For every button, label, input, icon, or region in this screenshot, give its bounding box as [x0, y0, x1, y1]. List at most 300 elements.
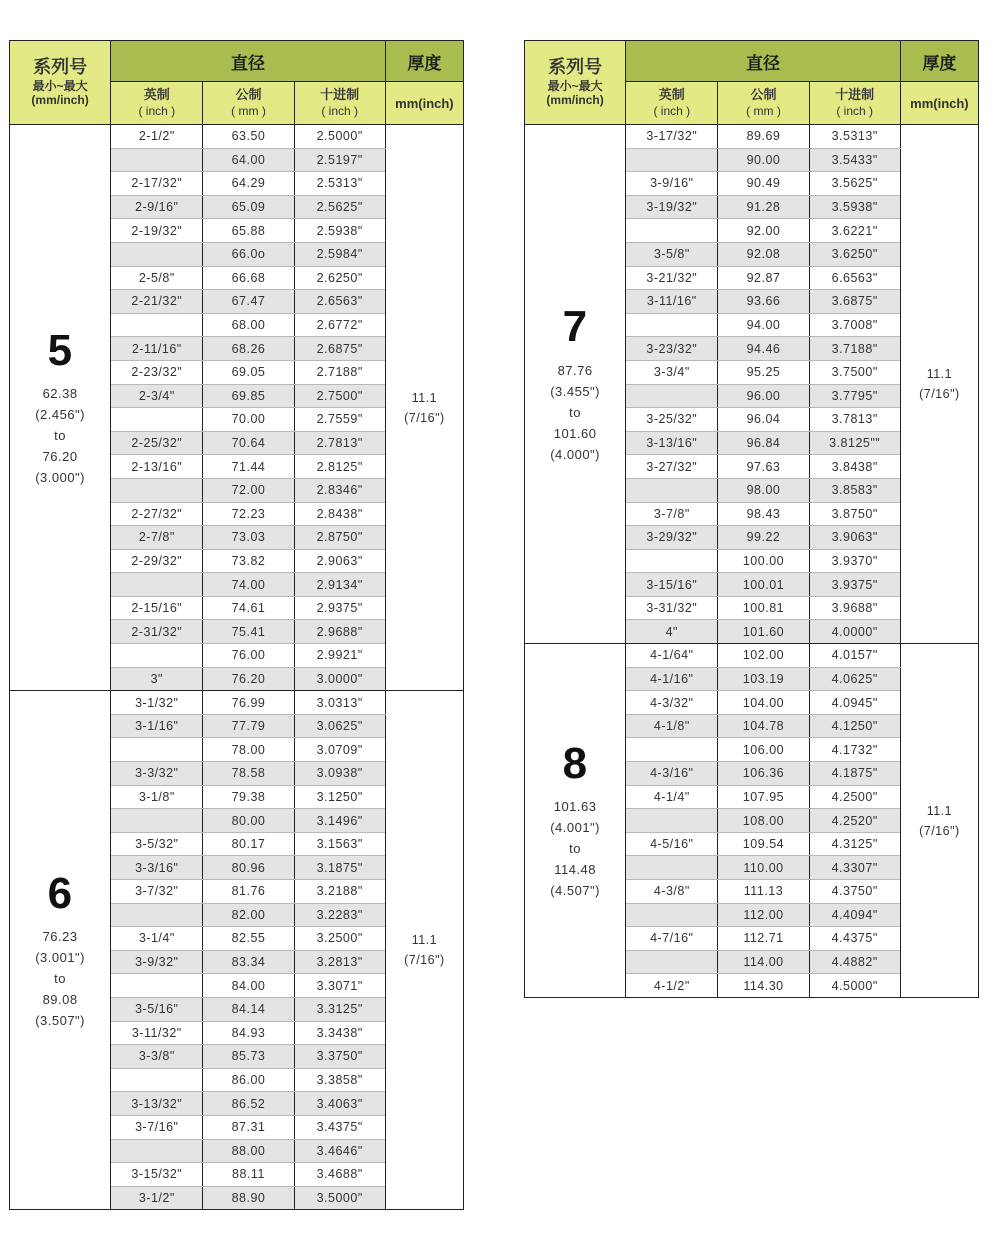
metric-cell: 84.00	[203, 974, 294, 998]
imperial-cell: 2-31/32"	[111, 620, 203, 644]
metric-cell: 108.00	[718, 809, 809, 833]
metric-cell: 111.13	[718, 880, 809, 904]
imperial-cell: 3-29/32"	[626, 526, 718, 550]
imperial-cell: 3-21/32"	[626, 266, 718, 290]
imperial-cell: 2-1/2"	[111, 125, 203, 149]
metric-cell: 102.00	[718, 644, 809, 668]
metric-cell: 107.95	[718, 785, 809, 809]
metric-cell: 69.85	[203, 384, 294, 408]
decimal-cell: 3.2813"	[294, 950, 385, 974]
imperial-cell: 3-9/32"	[111, 950, 203, 974]
metric-cell: 84.93	[203, 1021, 294, 1045]
decimal-cell: 4.4375"	[809, 927, 900, 951]
series-header	[10, 41, 111, 125]
thickness-line: 11.1	[411, 390, 438, 405]
decimal-cell: 3.6221"	[809, 219, 900, 243]
series-range	[10, 926, 110, 1031]
imperial-cell: 3-1/4"	[111, 927, 203, 951]
metric-cell: 70.64	[203, 431, 294, 455]
series-range-line: (4.000")	[550, 446, 600, 462]
imperial-cell: 2-21/32"	[111, 290, 203, 314]
series-number: 8	[562, 738, 588, 788]
imperial-cell: 3-19/32"	[626, 195, 718, 219]
series-range-line: to	[569, 404, 582, 420]
metric-header	[718, 82, 809, 125]
thickness-line: (7/16")	[404, 410, 445, 425]
imperial-cell: 3-15/16"	[626, 573, 718, 597]
decimal-cell: 2.8750"	[294, 526, 385, 550]
metric-cell: 87.31	[203, 1115, 294, 1139]
series-header-title: 系列号	[33, 57, 88, 78]
metric-cell: 109.54	[718, 832, 809, 856]
series-range-line: to	[54, 428, 67, 444]
imperial-cell: 2-27/32"	[111, 502, 203, 526]
table-header	[10, 41, 464, 125]
metric-cell: 101.60	[718, 620, 809, 644]
decimal-cell: 4.4882"	[809, 950, 900, 974]
imperial-cell: 2-5/8"	[111, 266, 203, 290]
imperial-header	[626, 82, 718, 125]
metric-cell: 104.00	[718, 691, 809, 715]
decimal-cell: 2.9375"	[294, 596, 385, 620]
metric-cell: 75.41	[203, 620, 294, 644]
series-range-line: (3.000")	[35, 470, 85, 486]
decimal-cell: 3.7188"	[809, 337, 900, 361]
imperial-cell: 3-11/32"	[111, 1021, 203, 1045]
metric-cell: 73.03	[203, 526, 294, 550]
metric-cell: 110.00	[718, 856, 809, 880]
decimal-cell: 3.1496"	[294, 809, 385, 833]
imperial-cell: 3-27/32"	[626, 455, 718, 479]
decimal-cell: 2.5313"	[294, 172, 385, 196]
metric-cell: 82.55	[203, 927, 294, 951]
imperial-header	[111, 82, 203, 125]
decimal-cell: 2.7813"	[294, 431, 385, 455]
metric-cell: 86.52	[203, 1092, 294, 1116]
series-header-range: 最小~最大	[547, 78, 603, 93]
imperial-cell	[111, 809, 203, 833]
imperial-cell	[111, 1068, 203, 1092]
decimal-cell: 3.4646"	[294, 1139, 385, 1163]
decimal-cell: 6.6563"	[809, 266, 900, 290]
thickness-line: (7/16")	[404, 953, 445, 968]
metric-cell: 106.00	[718, 738, 809, 762]
imperial-cell	[111, 1139, 203, 1163]
decimal-cell: 2.6772"	[294, 313, 385, 337]
imperial-cell	[626, 903, 718, 927]
metric-header-unit: ( mm )	[746, 104, 781, 118]
decimal-cell: 2.5625"	[294, 195, 385, 219]
metric-cell: 103.19	[718, 667, 809, 691]
decimal-cell: 4.1250"	[809, 714, 900, 738]
metric-cell: 88.00	[203, 1139, 294, 1163]
imperial-cell: 3-13/16"	[626, 431, 718, 455]
decimal-cell: 3.0709"	[294, 738, 385, 762]
imperial-cell: 3-5/32"	[111, 832, 203, 856]
metric-cell: 92.87	[718, 266, 809, 290]
decimal-cell: 2.7559"	[294, 408, 385, 432]
imperial-cell: 4-1/2"	[626, 974, 718, 998]
thickness-line: 11.1	[926, 803, 953, 818]
imperial-header-label: 英制	[658, 87, 685, 103]
imperial-cell: 3-5/8"	[626, 242, 718, 266]
decimal-cell: 3.8750"	[809, 502, 900, 526]
decimal-header-unit: ( inch )	[836, 104, 874, 118]
decimal-cell: 3.3750"	[294, 1045, 385, 1069]
decimal-cell: 4.4094"	[809, 903, 900, 927]
series-header-unit: (mm/inch)	[546, 93, 604, 108]
table-header	[525, 41, 979, 125]
metric-header-unit: ( mm )	[231, 104, 266, 118]
imperial-cell: 3-17/32"	[626, 125, 718, 149]
metric-cell: 63.50	[203, 125, 294, 149]
imperial-cell: 4-1/8"	[626, 714, 718, 738]
imperial-cell	[111, 148, 203, 172]
imperial-cell: 2-17/32"	[111, 172, 203, 196]
decimal-cell: 3.3438"	[294, 1021, 385, 1045]
series-range	[525, 796, 625, 901]
decimal-cell: 2.5197"	[294, 148, 385, 172]
imperial-cell	[111, 242, 203, 266]
imperial-cell: 4-5/16"	[626, 832, 718, 856]
metric-cell: 68.26	[203, 337, 294, 361]
imperial-cell	[626, 313, 718, 337]
series-range-line: 62.38	[42, 386, 78, 402]
decimal-cell: 3.6250"	[809, 242, 900, 266]
series-cell	[525, 125, 626, 644]
imperial-cell: 4-7/16"	[626, 927, 718, 951]
series-header-unit: (mm/inch)	[31, 93, 89, 108]
metric-cell: 65.88	[203, 219, 294, 243]
metric-cell: 96.84	[718, 431, 809, 455]
series-cell	[10, 691, 111, 1210]
decimal-cell: 3.2188"	[294, 880, 385, 904]
metric-cell: 112.71	[718, 927, 809, 951]
decimal-cell: 3.9375"	[809, 573, 900, 597]
decimal-cell: 3.8125""	[809, 431, 900, 455]
imperial-cell: 3-1/8"	[111, 785, 203, 809]
series-range-line: to	[569, 841, 582, 857]
series-header	[525, 41, 626, 125]
imperial-cell: 3-7/16"	[111, 1115, 203, 1139]
decimal-cell: 3.3858"	[294, 1068, 385, 1092]
imperial-cell	[111, 974, 203, 998]
metric-cell: 106.36	[718, 762, 809, 786]
decimal-cell: 3.4375"	[294, 1115, 385, 1139]
metric-cell: 78.00	[203, 738, 294, 762]
metric-cell: 100.01	[718, 573, 809, 597]
metric-cell: 100.81	[718, 596, 809, 620]
thickness-unit-header: mm(inch)	[900, 82, 978, 125]
imperial-cell: 3-3/4"	[626, 360, 718, 384]
decimal-cell: 2.6875"	[294, 337, 385, 361]
decimal-cell: 2.5984"	[294, 242, 385, 266]
imperial-cell: 2-19/32"	[111, 219, 203, 243]
imperial-cell	[626, 549, 718, 573]
table-row	[525, 644, 979, 668]
decimal-cell: 2.5938"	[294, 219, 385, 243]
metric-cell: 100.00	[718, 549, 809, 573]
metric-cell: 77.79	[203, 714, 294, 738]
metric-cell: 69.05	[203, 360, 294, 384]
series-range	[525, 360, 625, 465]
decimal-cell: 3.0938"	[294, 762, 385, 786]
series-number: 6	[47, 868, 73, 918]
decimal-cell: 4.0157"	[809, 644, 900, 668]
imperial-cell	[111, 478, 203, 502]
decimal-header-label: 十进制	[835, 87, 875, 103]
metric-cell: 89.69	[718, 125, 809, 149]
imperial-cell: 3-15/32"	[111, 1163, 203, 1187]
imperial-cell: 3-1/2"	[111, 1186, 203, 1210]
metric-cell: 66.0o	[203, 242, 294, 266]
decimal-cell: 4.3307"	[809, 856, 900, 880]
thickness-cell	[385, 691, 463, 1210]
thickness-line: 11.1	[926, 367, 953, 382]
table-row	[525, 125, 979, 149]
metric-cell: 66.68	[203, 266, 294, 290]
imperial-cell: 2-23/32"	[111, 360, 203, 384]
imperial-cell	[626, 950, 718, 974]
imperial-cell: 3-3/32"	[111, 762, 203, 786]
imperial-cell: 3-11/16"	[626, 290, 718, 314]
series-number: 7	[562, 302, 588, 352]
metric-cell: 92.00	[718, 219, 809, 243]
metric-cell: 114.30	[718, 974, 809, 998]
imperial-cell	[626, 478, 718, 502]
decimal-cell: 3.2283"	[294, 903, 385, 927]
imperial-cell: 4-1/4"	[626, 785, 718, 809]
metric-cell: 84.14	[203, 997, 294, 1021]
imperial-cell: 2-13/16"	[111, 455, 203, 479]
decimal-cell: 4.3125"	[809, 832, 900, 856]
decimal-cell: 2.8346"	[294, 478, 385, 502]
metric-cell: 71.44	[203, 455, 294, 479]
series-range-line: 87.76	[557, 362, 593, 378]
imperial-cell	[111, 738, 203, 762]
metric-cell: 74.00	[203, 573, 294, 597]
metric-header-label: 公制	[750, 87, 777, 103]
series-range-line: (3.001")	[35, 949, 85, 965]
series-range-line: (4.001")	[550, 820, 600, 836]
decimal-cell: 4.0945"	[809, 691, 900, 715]
series-cell	[525, 644, 626, 998]
decimal-cell: 2.9134"	[294, 573, 385, 597]
metric-cell: 76.00	[203, 644, 294, 668]
imperial-cell	[626, 738, 718, 762]
decimal-cell: 3.7813"	[809, 408, 900, 432]
decimal-cell: 3.7795"	[809, 384, 900, 408]
decimal-cell: 2.7188"	[294, 360, 385, 384]
decimal-cell: 2.8125"	[294, 455, 385, 479]
series-range-line: 101.63	[553, 799, 597, 815]
metric-cell: 104.78	[718, 714, 809, 738]
imperial-cell: 4"	[626, 620, 718, 644]
metric-cell: 98.00	[718, 478, 809, 502]
decimal-cell: 4.2520"	[809, 809, 900, 833]
decimal-cell: 3.5938"	[809, 195, 900, 219]
imperial-cell: 4-1/64"	[626, 644, 718, 668]
imperial-cell: 3-25/32"	[626, 408, 718, 432]
metric-cell: 90.49	[718, 172, 809, 196]
metric-cell: 91.28	[718, 195, 809, 219]
metric-header	[203, 82, 294, 125]
decimal-cell: 3.3125"	[294, 997, 385, 1021]
thickness-line: 11.1	[411, 933, 438, 948]
thickness-line: (7/16")	[919, 387, 960, 402]
decimal-cell: 4.0000"	[809, 620, 900, 644]
series-number: 5	[47, 325, 73, 375]
decimal-header-label: 十进制	[320, 87, 360, 103]
imperial-cell	[626, 219, 718, 243]
metric-cell: 83.34	[203, 950, 294, 974]
metric-cell: 93.66	[718, 290, 809, 314]
metric-cell: 64.00	[203, 148, 294, 172]
decimal-cell: 3.7008"	[809, 313, 900, 337]
imperial-cell: 2-11/16"	[111, 337, 203, 361]
series-range-line: (4.507")	[550, 883, 600, 899]
spec-table-left	[9, 40, 464, 1210]
decimal-cell: 3.1875"	[294, 856, 385, 880]
decimal-cell: 3.2500"	[294, 927, 385, 951]
imperial-cell: 3-3/16"	[111, 856, 203, 880]
metric-cell: 98.43	[718, 502, 809, 526]
metric-cell: 80.96	[203, 856, 294, 880]
metric-cell: 95.25	[718, 360, 809, 384]
imperial-cell	[111, 903, 203, 927]
metric-cell: 97.63	[718, 455, 809, 479]
metric-cell: 68.00	[203, 313, 294, 337]
decimal-cell: 3.4688"	[294, 1163, 385, 1187]
imperial-cell	[626, 856, 718, 880]
decimal-cell: 2.9688"	[294, 620, 385, 644]
metric-cell: 73.82	[203, 549, 294, 573]
imperial-cell: 4-3/8"	[626, 880, 718, 904]
imperial-cell: 2-15/16"	[111, 596, 203, 620]
metric-cell: 82.00	[203, 903, 294, 927]
metric-cell: 92.08	[718, 242, 809, 266]
imperial-cell	[626, 809, 718, 833]
metric-cell: 67.47	[203, 290, 294, 314]
metric-cell: 88.90	[203, 1186, 294, 1210]
thickness-cell	[900, 644, 978, 998]
imperial-header-unit: ( inch )	[138, 104, 176, 118]
decimal-cell: 3.7500"	[809, 360, 900, 384]
table-row	[10, 125, 464, 149]
metric-cell: 85.73	[203, 1045, 294, 1069]
decimal-header	[294, 82, 385, 125]
metric-cell: 90.00	[718, 148, 809, 172]
imperial-cell	[626, 148, 718, 172]
spec-table-right	[524, 40, 979, 998]
metric-cell: 86.00	[203, 1068, 294, 1092]
diameter-header: 直径	[111, 41, 386, 82]
thickness-unit-header: mm(inch)	[385, 82, 463, 125]
decimal-cell: 4.1732"	[809, 738, 900, 762]
decimal-cell: 2.5000"	[294, 125, 385, 149]
decimal-cell: 3.1250"	[294, 785, 385, 809]
imperial-cell: 4-1/16"	[626, 667, 718, 691]
metric-cell: 81.76	[203, 880, 294, 904]
imperial-cell: 2-3/4"	[111, 384, 203, 408]
imperial-cell: 4-3/32"	[626, 691, 718, 715]
table-row	[10, 691, 464, 715]
metric-cell: 76.99	[203, 691, 294, 715]
imperial-cell: 3-31/32"	[626, 596, 718, 620]
decimal-cell: 3.1563"	[294, 832, 385, 856]
series-range-line: to	[54, 970, 67, 986]
thickness-header: 厚度	[385, 41, 463, 82]
metric-cell: 65.09	[203, 195, 294, 219]
thickness-line: (7/16")	[919, 823, 960, 838]
decimal-cell: 3.5433"	[809, 148, 900, 172]
imperial-header-unit: ( inch )	[653, 104, 691, 118]
metric-cell: 94.00	[718, 313, 809, 337]
series-range-line: 76.23	[42, 928, 78, 944]
imperial-cell: 3-1/32"	[111, 691, 203, 715]
decimal-cell: 2.6563"	[294, 290, 385, 314]
imperial-cell	[111, 313, 203, 337]
series-range-line: 114.48	[554, 862, 596, 878]
metric-cell: 96.04	[718, 408, 809, 432]
decimal-cell: 2.9921"	[294, 644, 385, 668]
series-cell	[10, 125, 111, 691]
imperial-cell: 3-1/16"	[111, 714, 203, 738]
metric-header-label: 公制	[235, 87, 262, 103]
thickness-cell	[900, 125, 978, 644]
series-range-line: 76.20	[42, 449, 78, 465]
series-range-line: (3.507")	[35, 1012, 85, 1028]
decimal-cell: 2.9063"	[294, 549, 385, 573]
series-header-range: 最小~最大	[32, 78, 88, 93]
decimal-cell: 3.8583"	[809, 478, 900, 502]
imperial-cell: 3"	[111, 667, 203, 691]
decimal-cell: 3.5625"	[809, 172, 900, 196]
decimal-cell: 3.9370"	[809, 549, 900, 573]
decimal-cell: 4.0625"	[809, 667, 900, 691]
series-header-title: 系列号	[548, 57, 603, 78]
decimal-cell: 2.8438"	[294, 502, 385, 526]
imperial-cell: 2-29/32"	[111, 549, 203, 573]
metric-cell: 112.00	[718, 903, 809, 927]
imperial-cell: 4-3/16"	[626, 762, 718, 786]
decimal-cell: 4.5000"	[809, 974, 900, 998]
metric-cell: 99.22	[718, 526, 809, 550]
metric-cell: 79.38	[203, 785, 294, 809]
imperial-cell: 3-23/32"	[626, 337, 718, 361]
imperial-cell	[626, 384, 718, 408]
thickness-cell	[385, 125, 463, 691]
imperial-cell: 2-7/8"	[111, 526, 203, 550]
decimal-header-unit: ( inch )	[321, 104, 359, 118]
decimal-cell: 3.8438"	[809, 455, 900, 479]
imperial-cell	[111, 573, 203, 597]
decimal-cell: 2.6250"	[294, 266, 385, 290]
imperial-cell: 3-7/32"	[111, 880, 203, 904]
decimal-cell: 4.2500"	[809, 785, 900, 809]
decimal-cell: 3.5000"	[294, 1186, 385, 1210]
imperial-cell: 3-9/16"	[626, 172, 718, 196]
series-range	[10, 383, 110, 488]
decimal-cell: 3.5313"	[809, 125, 900, 149]
metric-cell: 114.00	[718, 950, 809, 974]
imperial-cell: 3-13/32"	[111, 1092, 203, 1116]
metric-cell: 80.17	[203, 832, 294, 856]
metric-cell: 96.00	[718, 384, 809, 408]
metric-cell: 78.58	[203, 762, 294, 786]
imperial-cell: 2-9/16"	[111, 195, 203, 219]
metric-cell: 88.11	[203, 1163, 294, 1187]
